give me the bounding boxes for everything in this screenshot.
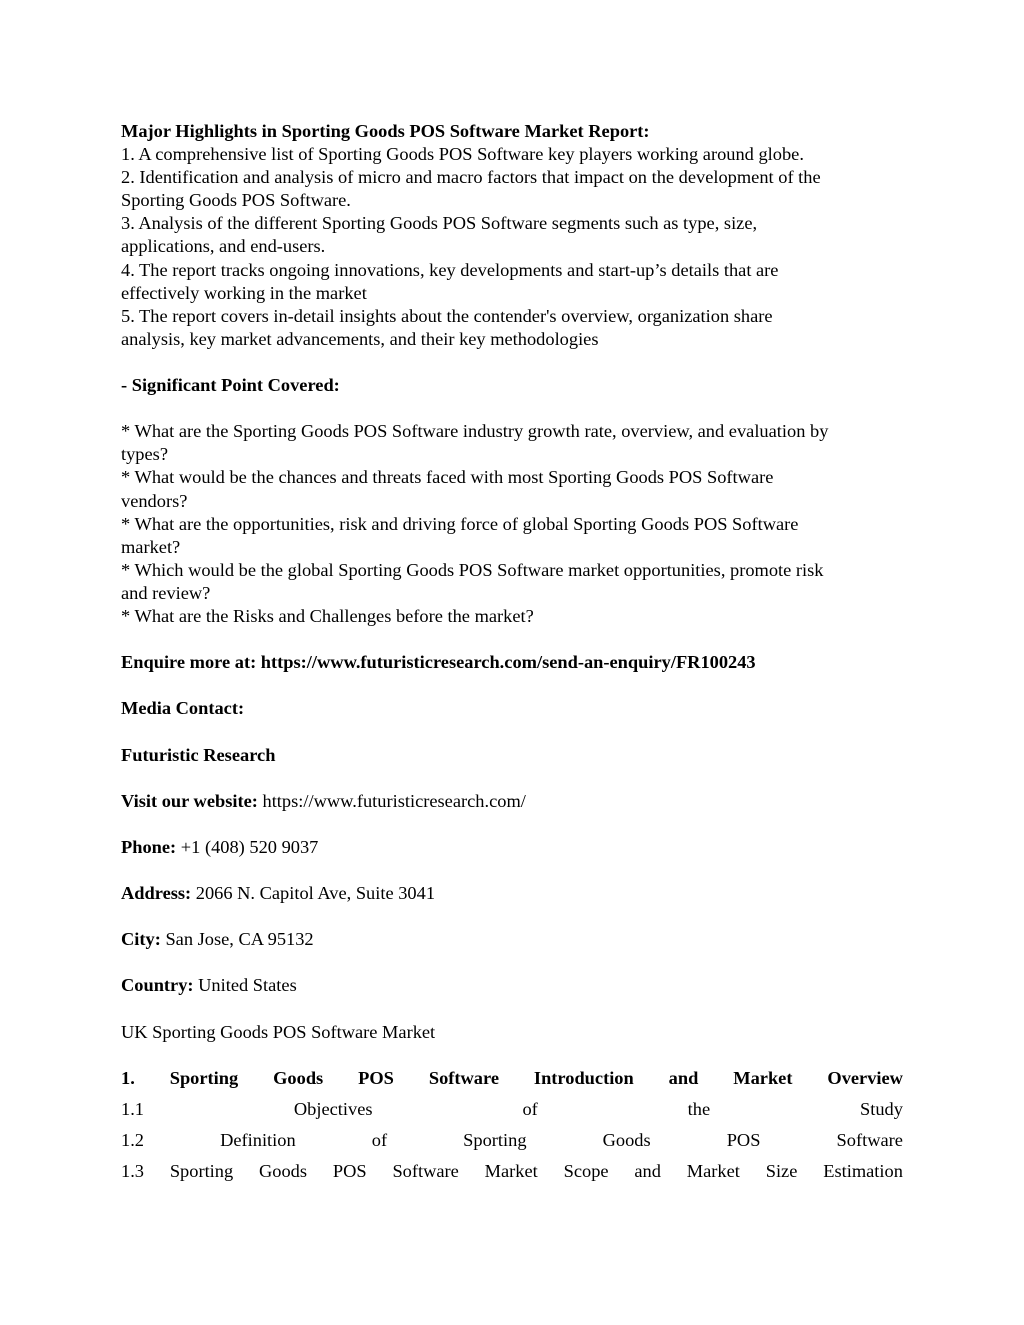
toc-word: Scope [563, 1160, 609, 1181]
toc-word: the [687, 1098, 711, 1119]
toc-word: Software [392, 1160, 459, 1181]
toc-word: 1. [121, 1067, 135, 1088]
toc-word: 1.1 [121, 1098, 144, 1119]
points-heading-block [121, 374, 903, 397]
phone-value: +1 (408) 520 9037 [176, 836, 319, 857]
highlight-line: 3. Analysis of the different Sporting Goods POS Software segments such as type, size, [121, 213, 758, 234]
point-line: types? [121, 444, 168, 465]
toc-word: Goods [602, 1129, 651, 1150]
document-page [121, 120, 903, 1191]
toc-word: Definition [220, 1129, 296, 1150]
company-block [121, 744, 903, 767]
website-link[interactable]: https://www.futuristicresearch.com/ [257, 790, 526, 811]
phone-block [121, 836, 903, 859]
toc-word: Sporting [169, 1160, 234, 1181]
toc-item-1-1 [121, 1098, 903, 1129]
enquire-block [121, 651, 903, 674]
point-line: market? [121, 536, 181, 557]
address-value: 2066 N. Capitol Ave, Suite 3041 [191, 883, 436, 904]
city-block [121, 928, 903, 951]
highlight-line: 5. The report covers in-detail insights about the contender's overview, organization share [121, 305, 773, 326]
toc-word: Size [765, 1160, 798, 1181]
highlight-line: effectively working in the market [121, 282, 367, 303]
market-title-block [121, 1021, 903, 1044]
country-value: United States [193, 975, 297, 996]
toc-word: and [668, 1067, 699, 1088]
points-heading: - Significant Point Covered: [121, 375, 340, 396]
toc-word: Estimation [823, 1160, 903, 1181]
toc-word: POS [358, 1067, 394, 1088]
toc-word: Software [428, 1067, 499, 1088]
address-block [121, 882, 903, 905]
city-label: City: [121, 929, 161, 950]
toc-word: and [634, 1160, 661, 1181]
point-line: * What are the opportunities, risk and driving force of global Sporting Goods POS Software [121, 513, 799, 534]
website-block [121, 790, 903, 813]
country-label: Country: [121, 975, 194, 996]
toc-word: POS [726, 1129, 761, 1150]
toc-word: 1.3 [121, 1160, 144, 1181]
toc-word: Overview [827, 1067, 903, 1088]
toc-word: Study [860, 1098, 903, 1119]
highlight-line: Sporting Goods POS Software. [121, 190, 351, 211]
market-title: UK Sporting Goods POS Software Market [121, 1021, 436, 1042]
highlight-line: 4. The report tracks ongoing innovations, key developments and start-up’s details that are [121, 259, 779, 280]
toc-word: 1.2 [121, 1129, 144, 1150]
point-line: vendors? [121, 490, 188, 511]
highlight-line: 1. A comprehensive list of Sporting Goods POS Software key players working around globe. [121, 144, 804, 165]
toc-word: Software [836, 1129, 903, 1150]
media-contact-heading: Media Contact: [121, 698, 245, 719]
enquire-link[interactable]: Enquire more at: https://www.futuristicresearch.com/send-an-enquiry/FR100243 [121, 652, 756, 673]
toc-word: Sporting [169, 1067, 239, 1088]
point-line: and review? [121, 582, 211, 603]
toc-word: Sporting [463, 1129, 527, 1150]
address-label: Address: [121, 883, 192, 904]
toc-word: of [522, 1098, 538, 1119]
toc-word: Market [484, 1160, 538, 1181]
city-value: San Jose, CA 95132 [160, 929, 314, 950]
toc-word: Market [686, 1160, 740, 1181]
point-line: * What are the Risks and Challenges before the market? [121, 605, 534, 626]
toc-word: Goods [273, 1067, 324, 1088]
point-line: * Which would be the global Sporting Goods POS Software market opportunities, promote risk [121, 559, 824, 580]
toc-word: Market [733, 1067, 793, 1088]
media-contact-block [121, 697, 903, 720]
point-line: * What would be the chances and threats faced with most Sporting Goods POS Software [121, 467, 774, 488]
toc-word: Introduction [533, 1067, 634, 1088]
country-block [121, 974, 903, 997]
points-section [121, 420, 903, 628]
toc-item-1-2 [121, 1129, 903, 1160]
toc-section-1 [121, 1067, 903, 1098]
highlights-heading: Major Highlights in Sporting Goods POS Software Market Report: [121, 121, 650, 141]
point-line: * What are the Sporting Goods POS Software industry growth rate, overview, and evaluation by [121, 421, 829, 442]
toc-item-1-3 [121, 1160, 903, 1191]
toc-word: Objectives [293, 1098, 373, 1119]
highlight-line: 2. Identification and analysis of micro and macro factors that impact on the development of the [121, 167, 821, 188]
website-label: Visit our website: [121, 790, 258, 811]
toc-word: of [371, 1129, 388, 1150]
company-name: Futuristic Research [121, 744, 276, 765]
highlight-line: applications, and end-users. [121, 236, 326, 257]
highlight-line: analysis, key market advancements, and their key methodologies [121, 328, 599, 349]
table-of-contents [121, 1067, 903, 1191]
phone-label: Phone: [121, 836, 177, 857]
toc-word: POS [332, 1160, 367, 1181]
highlights-section [121, 120, 903, 351]
toc-word: Goods [259, 1160, 308, 1181]
